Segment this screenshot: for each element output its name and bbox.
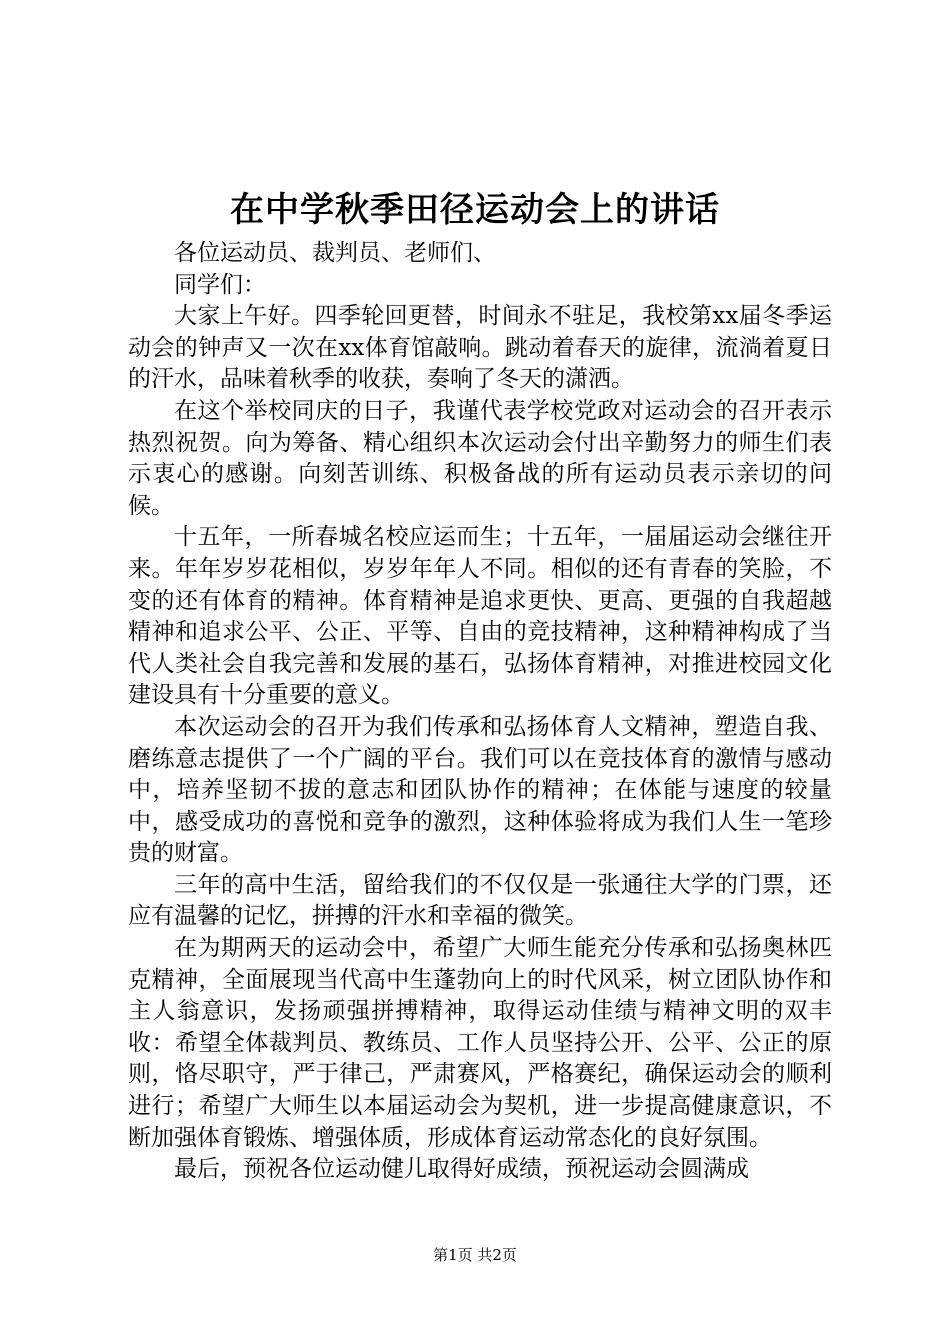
body-paragraph: 在为期两天的运动会中，希望广大师生能充分传承和弘扬奥林匹克精神，全面展现当代高中生蓬勃向上的时代风采，树立团队协作和主人翁意识，发扬顽强拼搏精神，取得运动佳绩与精神文明的双丰收：希望全体裁判员、教练员、工作人员坚持公开、公平、公正的原则，恪尽职守，严于律己，严肃赛风，严格赛纪，确保运动会的顺利进行；希望广大师生以本届运动会为契机，进一步提高健康意识，不断加强体育锻炼、增强体质，形成体育运动常态化的良好氛围。 <box>128 935 832 1151</box>
body-paragraph: 最后，预祝各位运动健儿取得好成绩，预祝运动会圆满成 <box>174 1156 749 1183</box>
body-paragraph: 在这个举校同庆的日子，我谨代表学校党政对运动会的召开表示热烈祝贺。向为筹备、精心组织本次运动会付出辛勤努力的师生们表示衷心的感谢。向刻苦训练、积极备战的所有运动员表示亲切的问候。 <box>128 397 832 519</box>
body-paragraph: 本次运动会的召开为我们传承和弘扬体育人文精神，塑造自我、磨练意志提供了一个广阔的平台。我们可以在竞技体育的激情与感动中，培养坚韧不拔的意志和团队协作的精神；在体能与速度的较量中，感受成功的喜悦和竞争的激烈，这种体验将成为我们人生一笔珍贵的财富。 <box>128 713 832 867</box>
salutation-line-1: 各位运动员、裁判员、老师们、 <box>174 240 496 266</box>
document-title: 在中学秋季田径运动会上的讲话 <box>230 190 720 230</box>
body-paragraph: 十五年，一所春城名校应运而生；十五年，一届届运动会继往开来。年年岁岁花相似，岁岁年年人不同。相似的还有青春的笑脸，不变的还有体育的精神。体育精神是追求更快、更高、更强的自我超越精神和追求公平、公正、平等、自由的竞技精神，这种精神构成了当代人类社会自我完善和发展的基石，弘扬体育精神，对推进校园文化建设具有十分重要的意义。 <box>128 524 832 709</box>
page-number-footer: 第1页 共2页 <box>433 1246 517 1264</box>
body-paragraph: 三年的高中生活，留给我们的不仅仅是一张通往大学的门票，还应有温馨的记忆，拼搏的汗水和幸福的微笑。 <box>128 871 832 930</box>
salutation-line-2: 同学们： <box>174 271 266 298</box>
document-body <box>128 238 832 1186</box>
body-paragraph: 大家上午好。四季轮回更替，时间永不驻足，我校第xx届冬季运动会的钟声又一次在xx体育馆敲响。跳动着春天的旋律，流淌着夏日的汗水，品味着秋季的收获，奏响了冬天的潇洒。 <box>128 303 832 393</box>
